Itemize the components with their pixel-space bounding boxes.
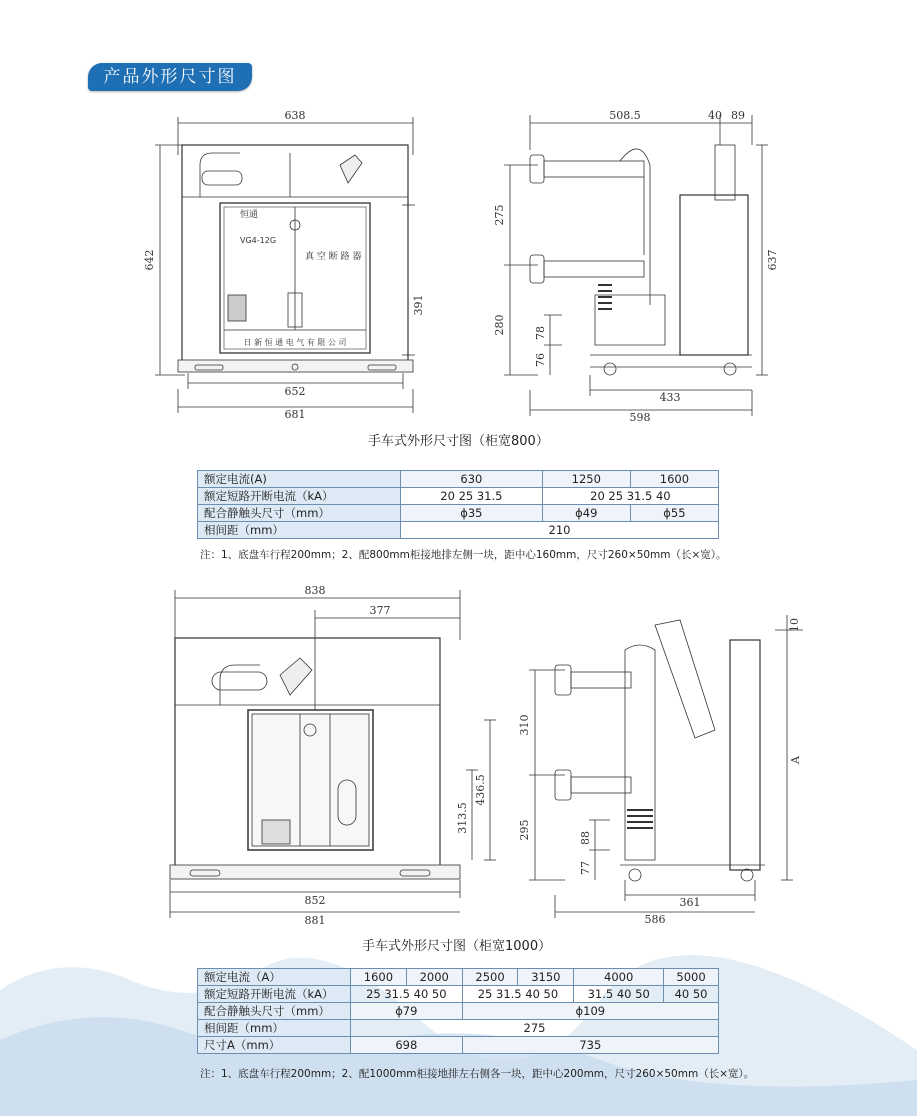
dim2-front-width-top: 838 bbox=[304, 584, 326, 597]
side-view-1000 bbox=[515, 610, 805, 925]
note-1000: 注：1、底盘车行程200mm；2、配1000mm柜接地排左右侧各一块，距中心200mm，尺寸260×50mm（长×宽）。 bbox=[200, 1068, 755, 1080]
dim2-side-bottom2: 586 bbox=[644, 913, 666, 925]
dim2-side-top: 10 bbox=[788, 618, 801, 632]
caption-1000: 手车式外形尺寸图（柜宽1000） bbox=[362, 939, 552, 954]
table-row: 相间距（mm） 210 bbox=[198, 522, 719, 539]
dim-side-v2: 280 bbox=[493, 314, 506, 336]
table-row: 额定电流(A) 630 1250 1600 bbox=[198, 471, 719, 488]
table-row: 相间距（mm） 275 bbox=[198, 1020, 719, 1037]
dim2-side-v1: 310 bbox=[518, 714, 531, 736]
dim2-side-v2: 295 bbox=[518, 819, 531, 841]
dim2-front-offset: 377 bbox=[369, 604, 391, 617]
table-row: 配合静触头尺寸（mm） ϕ35 ϕ49 ϕ55 bbox=[198, 505, 719, 522]
dim-side-top3: 89 bbox=[731, 109, 745, 122]
dim2-side-v4: 77 bbox=[579, 861, 592, 875]
dim-side-top1: 508.5 bbox=[609, 109, 641, 122]
table-row: 额定电流（A） 1600 2000 2500 3150 4000 5000 bbox=[198, 969, 719, 986]
dim2-side-bottom1: 361 bbox=[679, 896, 701, 909]
side-view-800 bbox=[490, 105, 790, 425]
spec-table-800 bbox=[197, 470, 719, 539]
panel-maker: 日 新 恒 通 电 气 有 限 公 司 bbox=[243, 338, 347, 347]
dim2-front-v2: 313.5 bbox=[456, 802, 469, 834]
front-view-800 bbox=[140, 105, 430, 425]
dim-side-bottom1: 433 bbox=[659, 391, 681, 404]
note-800: 注：1、底盘车行程200mm；2、配800mm柜接地排左侧一块，距中心160mm，尺寸260×50mm（长×宽）。 bbox=[200, 549, 727, 561]
dim-side-top2: 40 bbox=[708, 109, 722, 122]
dim-front-bottom1: 652 bbox=[284, 385, 306, 398]
dim2-front-bottom1: 852 bbox=[304, 894, 326, 907]
dim-front-bottom2: 681 bbox=[284, 408, 306, 421]
spec-table-1000 bbox=[197, 968, 719, 1054]
table-row: 尺寸A（mm） 698 735 bbox=[198, 1037, 719, 1054]
dim-front-width-top: 638 bbox=[284, 109, 306, 122]
table-row: 额定短路开断电流（kA） 25 31.5 40 50 25 31.5 40 50 31.5 40 50 40 50 bbox=[198, 986, 719, 1003]
panel-model: VG4-12G bbox=[240, 236, 277, 245]
front-view-1000 bbox=[150, 580, 500, 930]
caption-800: 手车式外形尺寸图（柜宽800） bbox=[368, 434, 549, 449]
dim2-front-bottom2: 881 bbox=[304, 914, 326, 927]
dim-side-v3: 78 bbox=[534, 326, 547, 340]
panel-name: 真 空 断 路 器 bbox=[305, 252, 362, 262]
dim-side-bottom2: 598 bbox=[629, 411, 651, 424]
dim2-front-v1: 436.5 bbox=[474, 774, 487, 806]
dim-side-right: 637 bbox=[766, 249, 779, 271]
table-row: 配合静触头尺寸（mm） ϕ79 ϕ109 bbox=[198, 1003, 719, 1020]
table-row: 额定短路开断电流（kA） 20 25 31.5 20 25 31.5 40 bbox=[198, 488, 719, 505]
dim2-side-v3: 88 bbox=[579, 831, 592, 845]
dim-front-height: 642 bbox=[143, 249, 156, 271]
dim2-side-right: A bbox=[789, 756, 802, 764]
panel-brand: 恒通 bbox=[240, 210, 259, 220]
dim-side-v1: 275 bbox=[493, 204, 506, 226]
section-title: 产品外形尺寸图 bbox=[88, 63, 252, 91]
dim-front-right: 391 bbox=[412, 294, 425, 316]
dim-side-v4: 76 bbox=[534, 353, 547, 367]
